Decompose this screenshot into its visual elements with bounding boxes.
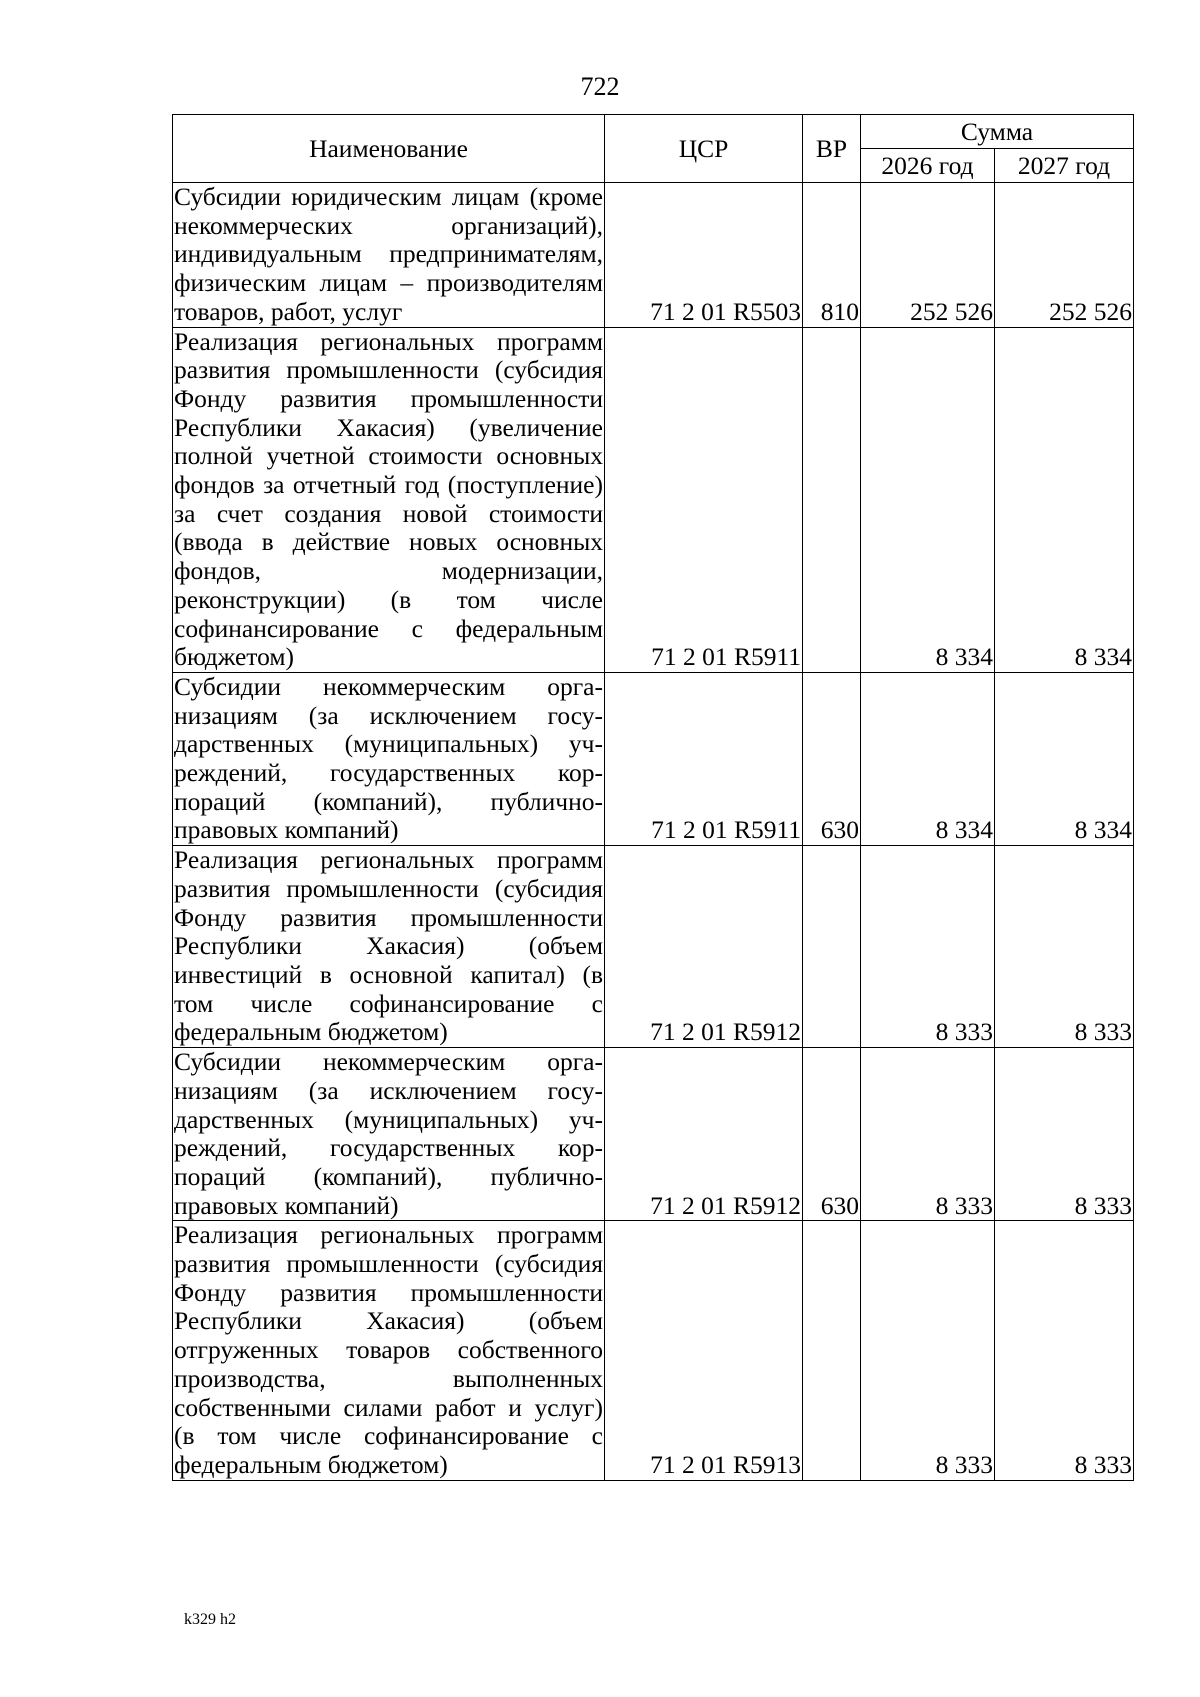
footer-code: k329 h2 <box>184 1611 236 1628</box>
row-sum-2027: 252 526 <box>995 183 1134 328</box>
row-vr <box>803 327 861 672</box>
header-year-2026: 2026 год <box>861 149 995 183</box>
table-row <box>173 183 1134 328</box>
row-name: Субсидии юридическим лицам (кроме некоммерческих организаций), индивидуальным предпринимателям, физическим лицам – производителям товаров, работ, услуг <box>174 182 603 326</box>
page-number: 722 <box>580 72 620 101</box>
header-vr: ВР <box>803 115 861 183</box>
row-csr: 71 2 01 R5913 <box>605 1221 803 1480</box>
header-year-2027: 2027 год <box>995 149 1134 183</box>
row-sum-2026: 8 334 <box>861 327 995 672</box>
row-vr: 630 <box>803 1048 861 1221</box>
row-sum-2026: 8 334 <box>861 672 995 845</box>
row-vr: 630 <box>803 672 861 845</box>
table-row <box>173 672 1134 845</box>
row-name: Субсидии некоммерческим организациям (за исключением государственных (муниципальных) учреждений, государственных корпораций (компаний), публично-правовых компаний) <box>174 1047 603 1220</box>
table-header <box>173 115 1134 183</box>
row-sum-2027: 8 333 <box>995 1221 1134 1480</box>
header-name: Наименование <box>173 115 605 183</box>
header-csr: ЦСР <box>605 115 803 183</box>
table-row <box>173 327 1134 672</box>
row-sum-2026: 8 333 <box>861 1221 995 1480</box>
row-sum-2027: 8 333 <box>995 846 1134 1048</box>
row-name: Реализация региональных программ развития промышленности (субсидия Фонду развития промышленности Республики Хакасия) (увеличение полной учетной стоимости основных фондов за отчетный год (поступление) за счет создания новой стоимости (ввода в действие новых основных фондов, модернизации, реконструкции) (в том числе софинансирование с федеральным бюджетом) <box>174 326 603 672</box>
row-name: Реализация региональных программ развития промышленности (субсидия Фонду развития промышленности Республики Хакасия) (объем инвестиций в основной капитал) (в том числе софинансирование с федеральным бюджетом) <box>174 845 603 1047</box>
budget-table <box>172 114 1134 1481</box>
row-sum-2027: 8 334 <box>995 672 1134 845</box>
header-sum: Сумма <box>861 115 1134 149</box>
table-body <box>173 183 1134 1481</box>
row-vr: 810 <box>803 183 861 328</box>
row-csr: 71 2 01 R5503 <box>605 183 803 328</box>
table-row <box>173 846 1134 1048</box>
row-csr: 71 2 01 R5912 <box>605 1048 803 1221</box>
table-row <box>173 1221 1134 1480</box>
row-sum-2026: 8 333 <box>861 1048 995 1221</box>
row-name: Реализация региональных программ развития промышленности (субсидия Фонду развития промышленности Республики Хакасия) (объем отгруженных товаров собственного производства, выполненных собственными силами работ и услуг) (в том числе софинансирование с федеральным бюджетом) <box>174 1220 603 1479</box>
row-csr: 71 2 01 R5912 <box>605 846 803 1048</box>
row-sum-2027: 8 334 <box>995 327 1134 672</box>
table-row <box>173 1048 1134 1221</box>
row-csr: 71 2 01 R5911 <box>605 327 803 672</box>
row-vr <box>803 846 861 1048</box>
row-sum-2026: 8 333 <box>861 846 995 1048</box>
row-name: Субсидии некоммерческим организациям (за исключением государственных (муниципальных) учреждений, государственных корпораций (компаний), публично-правовых компаний) <box>174 671 603 845</box>
row-vr <box>803 1221 861 1480</box>
row-sum-2026: 252 526 <box>861 183 995 328</box>
row-csr: 71 2 01 R5911 <box>605 672 803 845</box>
row-sum-2027: 8 333 <box>995 1048 1134 1221</box>
